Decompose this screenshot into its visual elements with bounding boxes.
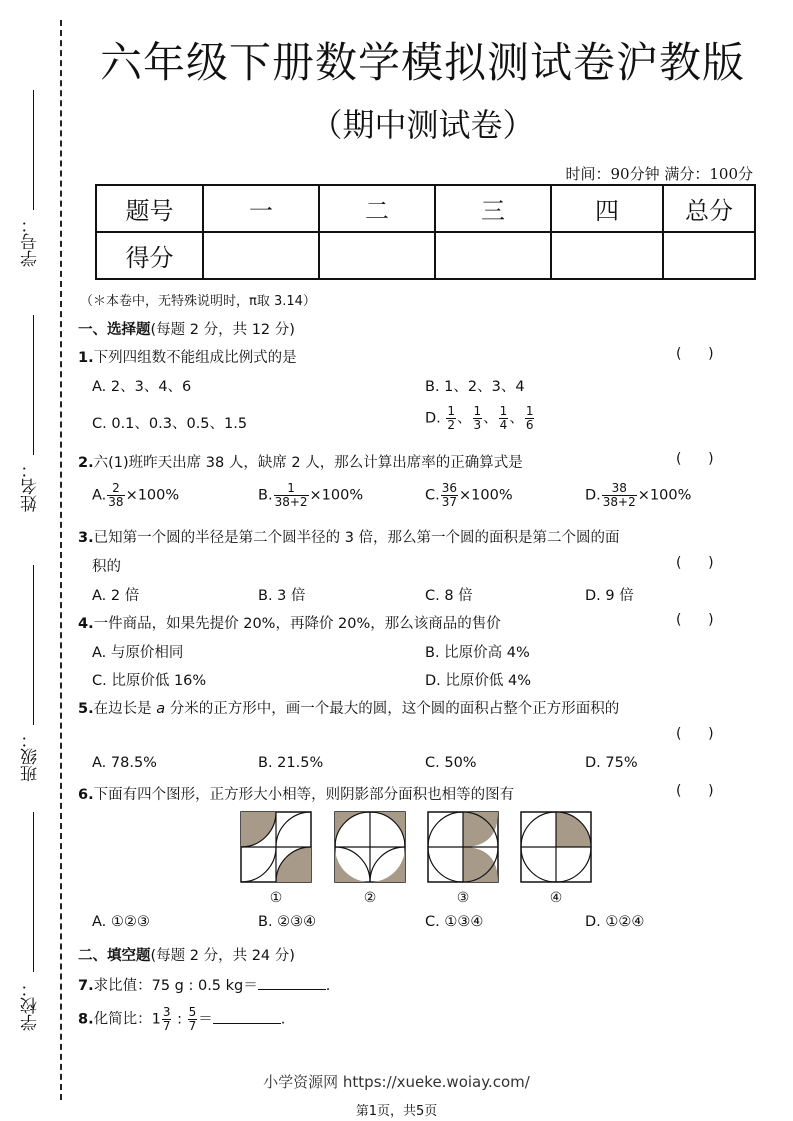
score-header-cell: 题号 [96,185,203,232]
fraction: $\frac{1}{2}$ [447,404,456,432]
q4-option-b[interactable]: B. 比原价高 4% [425,645,530,661]
q5-option-b[interactable]: B. 21.5% [258,755,324,771]
school-field [14,812,54,1032]
q1-option-c[interactable]: C. 0.1、0.3、0.5、1.5 [92,416,248,432]
name-field [14,315,54,515]
fraction: $\frac{1}{4}$ [499,404,508,432]
q1-text: 下列四组数不能组成比例式的是 [93,350,297,366]
section1-detail: (每题 2 分，共 12 分) [150,322,295,338]
figure-4 [520,811,592,883]
q2-number: 2. [78,455,94,471]
binding-dashed-line [60,20,62,1100]
q8-answer-blank[interactable] [213,1009,281,1024]
student-id-line[interactable] [33,90,34,210]
q4-option-c[interactable]: C. 比原价低 16% [92,673,207,689]
q3-text: 已知第一个圆的半径是第二个圆半径的 3 倍，那么第一个圆的面积是第二个圆的面 [93,530,620,546]
q1-option-b[interactable]: B. 1、2、3、4 [425,379,525,395]
q8-number: 8. [78,1011,94,1028]
q8-stem: 8.化简比：1 $\frac{3}{7}$ : $\frac{5}{7}$ ＝ . [78,1005,286,1033]
q1-stem [78,346,297,367]
q2-stem [78,451,523,472]
q7-text: 求比值：75 g : 0.5 kg＝ [93,978,258,994]
fraction: $\frac{5}{7}$ [188,1005,197,1033]
q7-stem: 7.求比值：75 g : 0.5 kg＝ . [78,974,330,995]
q6-answer-paren[interactable]: ( ) [676,783,714,799]
q6-option-b[interactable]: B. ②③④ [258,914,317,930]
fraction: $\frac{1}{3}$ [473,404,482,432]
q3-answer-paren[interactable]: ( ) [676,555,714,571]
q6-stem [78,783,514,804]
score-table [95,184,756,280]
q2-text: 六(1)班昨天出席 38 人，缺席 2 人，那么计算出席率的正确算式是 [93,455,523,471]
fraction: $\frac{1}{6}$ [525,404,534,432]
time-info: 时间：90分钟 满分：100分 [565,165,753,183]
q6-option-c[interactable]: C. ①③④ [425,914,484,930]
q4-option-a[interactable]: A. 与原价相同 [92,645,184,661]
q4-answer-paren[interactable]: ( ) [676,612,714,628]
q2-option-d[interactable]: D. $\frac{38}{38+2}$ ×100% [585,481,692,509]
q3-option-c[interactable]: C. 8 倍 [425,588,473,604]
q7-number: 7. [78,978,94,994]
score-header-cell: 四 [551,185,663,232]
q2-option-a[interactable]: A. $\frac{2}{38}$ ×100% [92,481,180,509]
section2-heading [78,944,295,965]
q4-text: 一件商品，如果先提价 20%，再降价 20%，那么该商品的售价 [93,616,501,632]
q4-number: 4. [78,616,94,632]
figure-1-label: ① [269,890,283,906]
pi-note: （＊本卷中，无特殊说明时，π取 3.14） [80,294,316,309]
footer-site-link[interactable]: 小学资源网 https://xueke.woiay.com/ [263,1073,530,1091]
q5-option-c[interactable]: C. 50% [425,755,477,771]
school-line[interactable] [33,812,34,972]
q3-text-continued: 积的 [92,559,121,575]
figure-3 [427,811,499,883]
q1-option-d[interactable]: D. $\frac{1}{2}$ 、 $\frac{1}{3}$ 、 $\frac{1}{4}$ 、 $\frac{1}{6}$ [425,404,534,432]
class-field [14,565,54,785]
q6-option-d[interactable]: D. ①②④ [585,914,645,930]
q7-answer-blank[interactable] [258,975,326,990]
student-id-field [14,90,54,270]
school-label: 学校： [21,980,41,1031]
q5-option-d[interactable]: D. 75% [585,755,638,771]
q5-number: 5. [78,701,94,717]
class-label: 班级： [21,731,41,782]
score-header-cell: 总分 [663,185,755,232]
variable-a: a [156,701,166,717]
q6-number: 6. [78,787,94,803]
q3-option-d[interactable]: D. 9 倍 [585,588,634,604]
section1-title: 一、选择题 [78,322,151,338]
score-header-cell: 三 [435,185,551,232]
figure-2 [334,811,406,883]
section2-title: 二、填空题 [78,948,151,964]
q3-option-b[interactable]: B. 3 倍 [258,588,306,604]
score-cell[interactable] [203,232,319,279]
q6-option-a[interactable]: A. ①②③ [92,914,150,930]
fraction: $\frac{36}{37}$ [441,481,458,509]
score-cell[interactable] [551,232,663,279]
score-cell[interactable] [319,232,435,279]
q5-answer-paren[interactable]: ( ) [676,726,714,742]
page-title: 六年级下册数学模拟测试卷沪教版 [99,38,745,87]
score-header-cell: 一 [203,185,319,232]
q1-option-d-label: D. [425,410,441,427]
q2-answer-paren[interactable]: ( ) [676,451,714,467]
score-cell[interactable] [663,232,755,279]
figure-4-label: ④ [549,890,563,906]
figure-3-label: ③ [456,890,470,906]
class-line[interactable] [33,565,34,725]
q5-stem: 5.在边长是 a 分米的正方形中，画一个最大的圆，这个圆的面积占整个正方形面积的 [78,701,620,717]
q3-option-a[interactable]: A. 2 倍 [92,588,140,604]
page-subtitle: （期中测试卷） [310,106,535,144]
q4-stem [78,612,501,633]
page-number: 第1页，共5页 [355,1104,438,1119]
fraction: $\frac{3}{7}$ [162,1005,171,1033]
q1-answer-paren[interactable]: ( ) [676,346,714,362]
q3-number: 3. [78,530,94,546]
student-id-label: 学号： [21,216,41,267]
figure-2-label: ② [363,890,377,906]
q5-option-a[interactable]: A. 78.5% [92,755,157,771]
section1-heading [78,318,295,339]
q1-option-a[interactable]: A. 2、3、4、6 [92,379,192,395]
fraction: $\frac{38}{38+2}$ [602,481,636,509]
fraction: $\frac{2}{38}$ [108,481,124,509]
q1-number: 1. [78,350,94,366]
name-label: 姓名： [21,461,41,512]
q2-option-b[interactable]: B. $\frac{1}{38+2}$ ×100% [258,481,364,509]
figure-1 [240,811,312,883]
q3-stem [78,526,620,547]
score-header-cell: 二 [319,185,435,232]
fraction: $\frac{1}{38+2}$ [274,481,308,509]
q2-option-c[interactable]: C. $\frac{36}{37}$ ×100% [425,481,513,509]
section2-detail: (每题 2 分，共 24 分) [150,948,295,964]
score-row-label: 得分 [96,232,203,279]
score-cell[interactable] [435,232,551,279]
q4-option-d[interactable]: D. 比原价低 4% [425,673,531,689]
q6-text: 下面有四个图形，正方形大小相等，则阴影部分面积也相等的图有 [93,787,515,803]
name-line[interactable] [33,315,34,455]
